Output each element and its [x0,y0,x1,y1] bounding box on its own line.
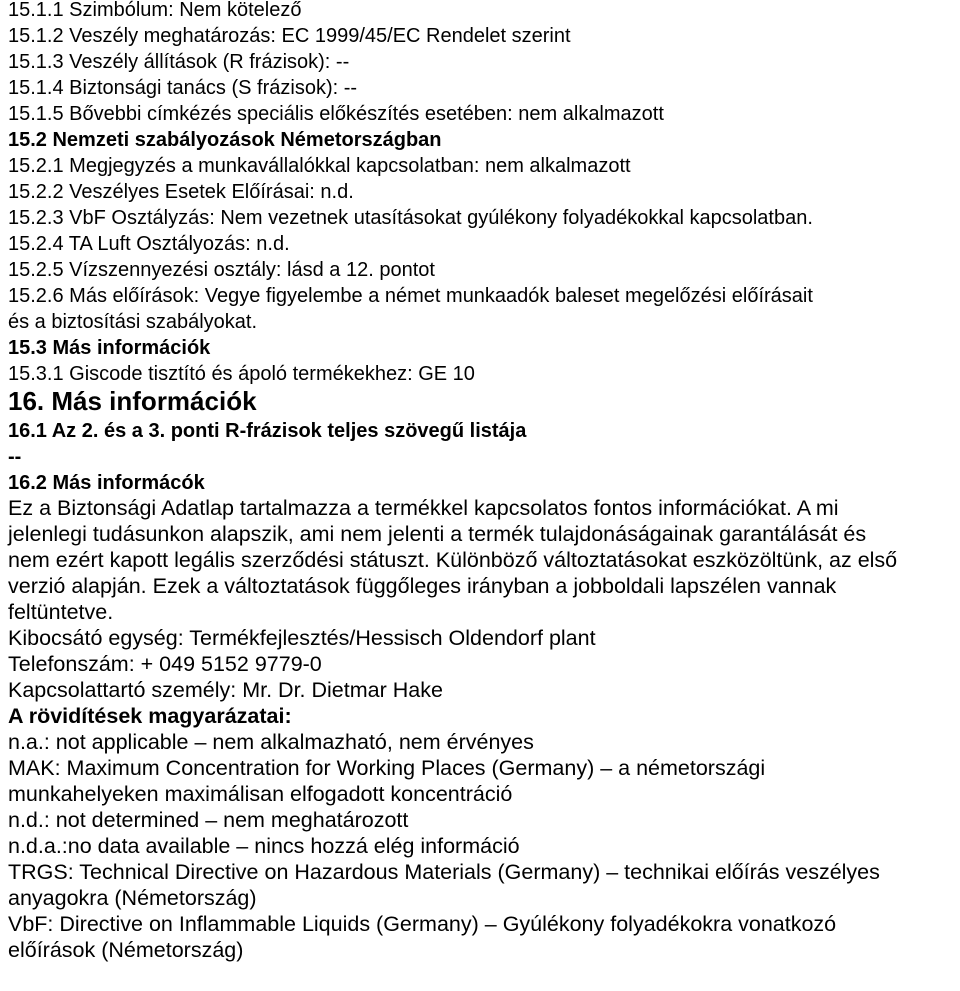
para-line-3: nem ezért kapott legális szerződési státuszt. Különböző változtatásokat eszközöltünk, az első [8,548,898,572]
line-15-2-4: 15.2.4 TA Luft Osztályozás: n.d. [8,233,290,255]
para-line-4: verzió alapján. Ezek a változtatások függőleges irányban a jobboldali lapszélen vannak [8,574,837,598]
para-line-2: jelenlegi tudásunkon alapszik, ami nem jelenti a termék tulajdonáságainak garantálását és [8,522,867,546]
line-15-2-1: 15.2.1 Megjegyzés a munkavállalókkal kapcsolatban: nem alkalmazott [8,155,631,177]
abbr-trgs-cont: anyagokra (Németország) [8,886,257,910]
line-15-1-3: 15.1.3 Veszély állítások (R frázisok): -- [8,51,350,73]
line-15-2-6: 15.2.6 Más előírások: Vegye figyelembe a német munkaadók baleset megelőzési előírásait [8,285,813,307]
line-15-2-6-cont: és a biztosítási szabályokat. [8,311,258,333]
line-15-1-5: 15.1.5 Bővebbi címkézés speciális előkészítés esetében: nem alkalmazott [8,103,664,125]
heading-16-1: 16.1 Az 2. és a 3. ponti R-frázisok teljes szövegű listája [8,420,527,442]
abbr-nda: n.d.a.:no data available – nincs hozzá elég információ [8,834,520,858]
abbr-vbf: VbF: Directive on Inflammable Liquids (Germany) – Gyúlékony folyadékokra vonatkozó [8,912,837,936]
line-15-2-2: 15.2.2 Veszélyes Esetek Előírásai: n.d. [8,181,354,203]
abbr-mak: MAK: Maximum Concentration for Working Places (Germany) – a németországi [8,756,766,780]
heading-15-3: 15.3 Más információk [8,337,211,359]
abbreviations-heading: A rövidítések magyarázatai: [8,704,292,728]
para-line-5: feltüntetve. [8,600,114,624]
abbr-mak-cont: munkahelyeken maximálisan elfogadott koncentráció [8,782,513,806]
line-15-2-3: 15.2.3 VbF Osztályzás: Nem vezetnek utasításokat gyúlékony folyadékokkal kapcsolatban. [8,207,813,229]
phone-line: Telefonszám: + 049 5152 9779-0 [8,652,322,676]
line-15-2-5: 15.2.5 Vízszennyezési osztály: lásd a 12. pontot [8,259,435,281]
contact-line: Kapcsolattartó személy: Mr. Dr. Dietmar Hake [8,678,443,702]
para-line-1: Ez a Biztonsági Adatlap tartalmazza a termékkel kapcsolatos fontos információkat. A mi [8,496,839,520]
abbr-vbf-cont: előírások (Németország) [8,938,244,962]
abbr-na: n.a.: not applicable – nem alkalmazható, nem érvényes [8,730,534,754]
line-15-3-1: 15.3.1 Giscode tisztító és ápoló termékekhez: GE 10 [8,363,475,385]
heading-16-2: 16.2 Más informácók [8,472,205,494]
abbr-nd: n.d.: not determined – nem meghatározott [8,808,409,832]
line-15-1-2: 15.1.2 Veszély meghatározás: EC 1999/45/EC Rendelet szerint [8,25,571,47]
dash-line: -- [8,446,22,468]
heading-15-2: 15.2 Nemzeti szabályozások Németországban [8,129,442,151]
line-15-1-1: 15.1.1 Szimbólum: Nem kötelező [8,0,302,21]
issuer-line: Kibocsátó egység: Termékfejlesztés/Hessisch Oldendorf plant [8,626,596,650]
abbr-trgs: TRGS: Technical Directive on Hazardous Materials (Germany) – technikai előírás veszélyes [8,860,880,884]
section-16-title: 16. Más információk [8,386,257,416]
line-15-1-4: 15.1.4 Biztonsági tanács (S frázisok): -- [8,77,358,99]
